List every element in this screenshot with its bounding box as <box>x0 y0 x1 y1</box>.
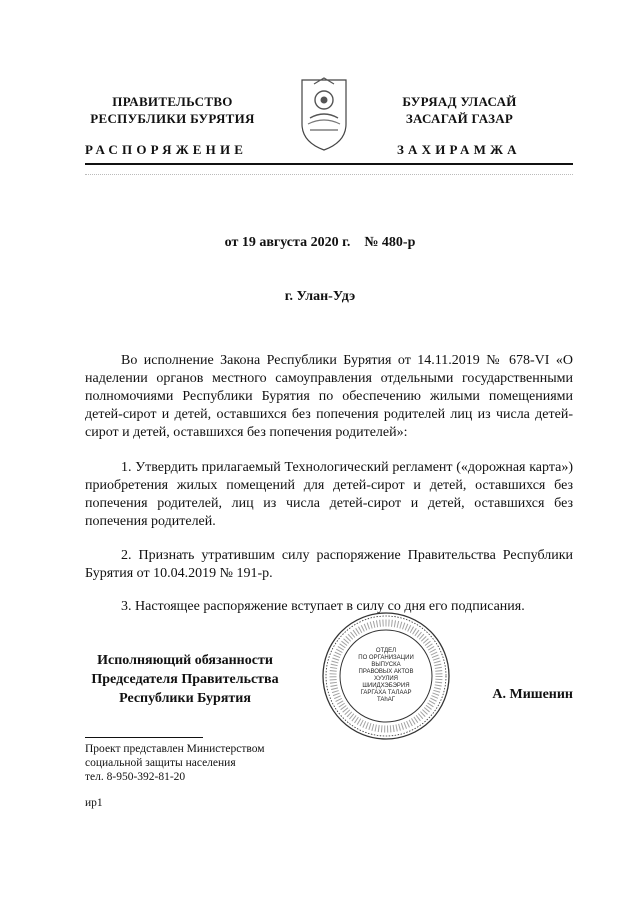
item-2-paragraph: 2. Признать утратившим силу распоряжение Правительства Республики Бурятия от 10.04.2019 № 191-р. <box>85 548 573 581</box>
official-stamp <box>320 610 452 742</box>
doc-type-bur: ЗАХИРАМЖА <box>397 142 521 157</box>
footer-contact <box>85 742 345 784</box>
footer-line3: тел. 8-950-392-81-20 <box>85 771 186 783</box>
stamp-line: ПРАВОВЫХ АКТОВ <box>358 669 414 675</box>
header-right <box>372 93 547 127</box>
signatory-title-line3: Республики Бурятия <box>119 691 251 706</box>
footer-line1: Проект представлен Министерством <box>85 743 265 755</box>
stamp-line: ТАһАГ <box>376 697 396 703</box>
stamp-line: ВЫПУСКА <box>371 662 401 668</box>
header-right-line1: БУРЯАД УЛАСАЙ <box>402 94 517 109</box>
date-number: от 19 августа 2020 г. № 480-р <box>224 235 416 250</box>
header-dotted-line <box>85 174 573 176</box>
header-right-line2: ЗАСАГАЙ ГАЗАР <box>405 111 514 126</box>
stamp-line: ШИИДХЭБЭРИЯ <box>362 683 410 689</box>
preamble-paragraph: Во исполнение Закона Республики Бурятия от 14.11.2019 № 678-VI «О наделении органов местного самоуправления отдельными государственными полномочиями Республики Бурятия по обеспечению жилыми помещениями детей-сирот и детей, оставшихся без попечения родителей лиц из числа детей-сирот и детей, оставшихся без попечения родителей»: <box>85 353 573 440</box>
header-left-line1: ПРАВИТЕЛЬСТВО <box>112 94 233 109</box>
signatory-title-line2: Председателя Правительства <box>91 672 279 687</box>
place: г. Улан-Удэ <box>284 289 356 304</box>
item-3-paragraph: 3. Настоящее распоряжение вступает в силу со дня его подписания. <box>121 599 525 614</box>
coat-of-arms-emblem <box>298 74 350 152</box>
stamp-line: ПО ОРГАНИЗАЦИИ <box>358 655 414 661</box>
stamp-line: ХУУЛИЯ <box>373 676 398 682</box>
doc-type-ru: РАСПОРЯЖЕНИЕ <box>85 142 248 157</box>
signatory-title-line1: Исполняющий обязанности <box>97 653 273 668</box>
footer-code: ир1 <box>85 797 103 809</box>
header-rule <box>85 163 573 165</box>
stamp-line: ОТДЕЛ <box>375 648 397 654</box>
footer-rule <box>85 737 203 738</box>
signatory-name: А. Мишенин <box>492 687 573 702</box>
stamp-center-text <box>354 648 418 704</box>
signatory-title <box>85 651 285 708</box>
header-left-line2: РЕСПУБЛИКИ БУРЯТИЯ <box>90 111 255 126</box>
header-left <box>85 93 260 127</box>
item-1-paragraph: 1. Утвердить прилагаемый Технологический регламент («дорожная карта») приобретения жилых помещений для детей-сирот и детей, оставшихся без попечения родителей, лиц из числа детей-сирот и детей, оставшихся без попечения родителей. <box>85 460 573 529</box>
stamp-line: ГАРГАХА ТАЛААР <box>360 690 412 696</box>
footer-line2: социальной защиты населения <box>85 757 236 769</box>
